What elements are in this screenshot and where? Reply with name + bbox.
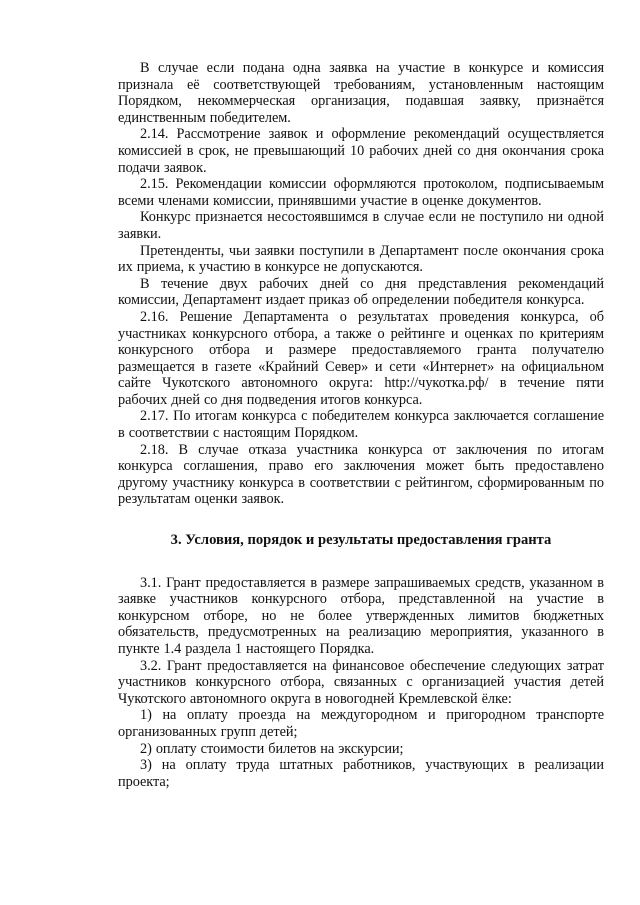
paragraph-late-applicants: Претенденты, чьи заявки поступили в Департамент после окончания срока их приема, к участию в конкурсе не допускаются.: [118, 242, 604, 276]
paragraph-2-14: 2.14. Рассмотрение заявок и оформление рекомендаций осуществляется комиссией в срок, не превышающий 10 рабочих дней со дня окончания срока подачи заявок.: [118, 126, 604, 176]
list-item-3: 3) на оплату труда штатных работников, участвующих в реализации проекта;: [118, 757, 604, 790]
paragraph-winner-order: В течение двух рабочих дней со дня представления рекомендаций комиссии, Департамент издает приказ об определении победителя конкурса.: [118, 275, 604, 309]
paragraph-2-18: 2.18. В случае отказа участника конкурса от заключения по итогам конкурса соглашения, право его заключения может быть предоставлено другому участнику конкурса в соответствии с рейтингом, сформированным по результатам оценки заявок.: [118, 441, 604, 508]
paragraph-contest-failed: Конкурс признается несостоявшимся в случае если не поступило ни одной заявки.: [118, 209, 604, 242]
paragraph-3-2: 3.2. Грант предоставляется на финансовое обеспечение следующих затрат участников конкурсного отбора, связанных с организацией участия детей Чукотского автономного округа в новогодней Кремлевской ёлке:: [118, 657, 604, 707]
paragraph-2-17: 2.17. По итогам конкурса с победителем конкурса заключается соглашение в соответствии с настоящим Порядком.: [118, 408, 604, 442]
list-item-2: 2) оплату стоимости билетов на экскурсии;: [140, 740, 404, 757]
section-heading: 3. Условия, порядок и результаты предоставления гранта: [170, 532, 552, 549]
paragraph-2-16: 2.16. Решение Департамента о результатах проведения конкурса, об участниках конкурсного отбора, а также о рейтинге и оценках по критериям конкурсного отбора и размере предоставляемого гранта получателю размещается в газете «Крайний Север» и сети «Интернет» на официальном сайте Чукотского автономного округа: http://чукотка.рф/ в течение пяти рабочих дней со дня подведения итогов конкурса.: [118, 308, 604, 408]
list-item-1: 1) на оплату проезда на междугородном и пригородном транспорте организованных групп детей;: [118, 707, 604, 740]
paragraph-single-application: В случае если подана одна заявка на участие в конкурсе и комиссия признала её соответствующей требованиям, установленным настоящим Порядком, некоммерческая организация, подавшая заявку, признаётся единственным победителем.: [118, 60, 604, 126]
paragraph-3-1: 3.1. Грант предоставляется в размере запрашиваемых средств, указанном в заявке участников конкурсного отбора, представленной на участие в конкурсном отборе, но не более утвержденных лимитов бюджетных обязательств, предусмотренных на реализацию мероприятия, указанного в пункте 1.4 раздела 1 настоящего Порядка.: [118, 574, 604, 657]
paragraph-2-15: 2.15. Рекомендации комиссии оформляются протоколом, подписываемым всеми членами комиссии, принявшими участие в оценке документов.: [118, 176, 604, 209]
